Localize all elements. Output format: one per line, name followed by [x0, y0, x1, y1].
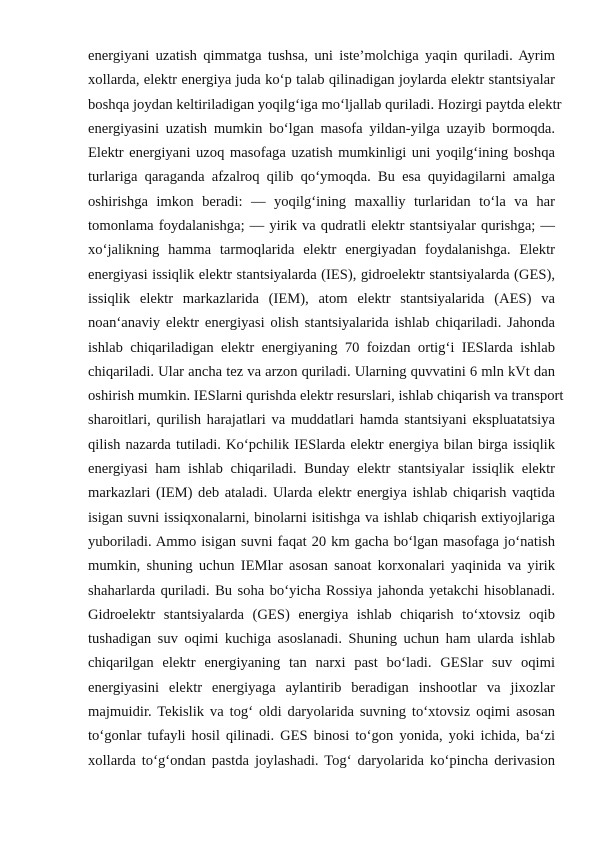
text-line-27: energiyasini elektr energiyaga aylantirib beradigan inshootlar va jixozlar: [88, 679, 555, 696]
text-line-22: mumkin, shuning uchun IEMlar asosan sanoat korxonalari yaqinida va yirik: [88, 558, 555, 575]
text-line-10: energiyasi issiqlik elektr stantsiyalarda (IES), gidroelektr stantsiyalarda (GES),: [88, 266, 555, 283]
text-line-16: sharoitlari, qurilish harajatlari va muddatlari hamda stantsiyani ekspluatatsiya: [88, 412, 555, 429]
text-line-2: xollarda, elektr energiya juda ko‘p talab qilinadigan joylarda elektr stantsiyalar: [88, 72, 555, 89]
text-line-24: Gidroelektr stantsiyalarda (GES) energiya ishlab chiqarish to‘xtovsiz oqib: [88, 606, 555, 623]
text-line-9: xo‘jalikning hamma tarmoqlarida elektr energiyadan foydalanishga. Elektr: [88, 242, 555, 259]
text-line-29: to‘gonlar tufayli hosil qilinadi. GES binosi to‘gon yonida, yoki ichida, ba‘zi: [88, 728, 555, 745]
text-line-14: chiqariladi. Ular ancha tez va arzon quriladi. Ularning quvvatini 6 mln kVt dan: [88, 363, 555, 380]
text-line-21: yuboriladi. Ammo isigan suvni faqat 20 km gacha bo‘lgan masofaga jo‘natish: [88, 533, 555, 550]
text-line-25: tushadigan suv oqimi kuchiga asoslanadi. Shuning uchun ham ularda ishlab: [88, 631, 555, 648]
text-line-23: shaharlarda quriladi. Bu soha bo‘yicha Rossiya jahonda yetakchi hisoblanadi.: [88, 582, 555, 599]
text-line-30: xollarda to‘g‘ondan pastda joylashadi. Tog‘ daryolarida ko‘pincha derivasion: [88, 752, 555, 769]
text-line-12: noan‘anaviy elektr energiyasi olish stantsiyalarida ishlab chiqariladi. Jahonda: [88, 315, 555, 332]
text-line-1: energiyani uzatish qimmatga tushsa, uni iste’molchiga yaqin quriladi. Ayrim: [88, 48, 555, 64]
text-line-28: majmuidir. Tekislik va tog‘ oldi daryolarida suvning to‘xtovsiz oqimi asosan: [88, 704, 555, 721]
text-line-20: isigan suvni issiqxonalarni, binolarni isitishga va ishlab chiqarish extiyojlariga: [88, 509, 555, 526]
text-line-17: qilish nazarda tutiladi. Ko‘pchilik IESlarda elektr energiya bilan birga issiqlik: [88, 436, 555, 453]
text-line-6: turlariga qaraganda afzalroq qilib qo‘ymoqda. Bu esa quyidagilarni amalga: [88, 169, 555, 186]
text-line-5: Elektr energiyani uzoq masofaga uzatish mumkinligi uni yoqilg‘ining boshqa: [88, 145, 555, 162]
text-line-19: markazlari (IEM) deb ataladi. Ularda elektr energiya ishlab chiqarish vaqtida: [88, 485, 555, 502]
text-line-13: ishlab chiqariladigan elektr energiyaning 70 foizdan ortig‘i IESlarda ishlab: [88, 339, 555, 356]
text-line-7: oshirishga imkon beradi: — yoqilg‘ining maxalliy turlaridan to‘la va har: [88, 193, 555, 210]
text-line-3: boshqa joydan keltiriladigan yoqilg‘iga mo‘ljallab quriladi. Hozirgi paytda elektr: [88, 96, 562, 113]
body-text: [88, 44, 564, 773]
text-line-26: chiqarilgan elektr energiyaning tan narxi past bo‘ladi. GESlar suv oqimi: [88, 655, 555, 672]
text-line-11: issiqlik elektr markazlarida (IEM), atom elektr stantsiyalarida (AES) va: [88, 290, 555, 307]
text-line-4: energiyasini uzatish mumkin bo‘lgan masofa yildan-yilga uzayib bormoqda.: [88, 120, 555, 137]
text-line-8: tomonlama foydalanishga; — yirik va qudratli elektr stantsiyalar qurishga; —: [88, 218, 555, 235]
text-line-18: energiyasi ham ishlab chiqariladi. Bunday elektr stantsiyalar issiqlik elektr: [88, 461, 555, 478]
text-line-15: oshirish mumkin. IESlarni qurishda elektr resurslari, ishlab chiqarish va transport: [88, 388, 564, 405]
